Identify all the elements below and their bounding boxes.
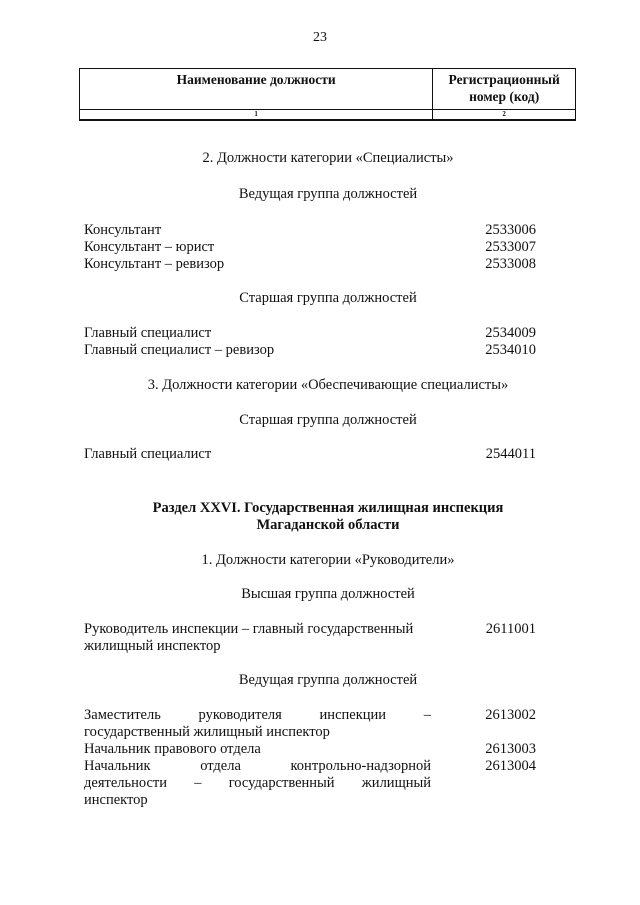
column-header-table <box>79 68 576 121</box>
position-code: 2533007 <box>485 239 536 255</box>
header-col1-number: 1 <box>80 110 433 121</box>
group-heading-leading: Ведущая группа должностей <box>238 672 418 688</box>
group-heading-senior: Старшая группа должностей <box>239 290 417 306</box>
position-name <box>84 707 431 741</box>
position-name-line: Начальник отдела контрольно-надзорной <box>84 758 431 774</box>
position-name: Главный специалист <box>84 325 212 341</box>
position-name: Главный специалист <box>84 446 212 462</box>
position-name: Главный специалист – ревизор <box>84 342 275 358</box>
position-name: Консультант – ревизор <box>84 256 225 272</box>
position-name: Консультант <box>84 222 162 238</box>
section-title: Раздел XXVI. Государственная жилищная инспекция <box>152 500 504 516</box>
category-support-specialists-title: 3. Должности категории «Обеспечивающие специалисты» <box>147 377 509 393</box>
header-registration-number <box>433 69 576 110</box>
position-name-line: деятельности – государственный жилищный <box>84 775 431 791</box>
position-name-line: Руководитель инспекции – главный государственный <box>84 621 414 637</box>
position-name-line: государственный жилищный инспектор <box>84 724 330 740</box>
position-name-line: инспектор <box>84 792 148 808</box>
page-number: 23 <box>313 30 327 45</box>
header-col2-number: 2 <box>433 110 576 121</box>
position-code: 2613002 <box>485 707 536 723</box>
position-name-line: жилищный инспектор <box>84 638 221 654</box>
position-code: 2613004 <box>485 758 536 774</box>
position-name: Начальник правового отдела <box>84 741 261 757</box>
group-heading-senior: Старшая группа должностей <box>239 412 417 428</box>
position-code: 2544011 <box>485 446 536 462</box>
position-code: 2534010 <box>485 342 536 358</box>
group-heading-leading: Ведущая группа должностей <box>238 186 418 202</box>
position-code: 2533008 <box>485 256 536 272</box>
position-name: Консультант – юрист <box>84 239 215 255</box>
position-code: 2611001 <box>485 621 536 637</box>
position-name-line: Заместитель руководителя инспекции – <box>84 707 431 723</box>
position-code: 2534009 <box>485 325 536 341</box>
group-heading-highest: Высшая группа должностей <box>241 586 415 602</box>
category-specialists-title: 2. Должности категории «Специалисты» <box>202 150 454 166</box>
position-code: 2533006 <box>485 222 536 238</box>
position-name <box>84 758 431 809</box>
header-col2-line2: номер (код) <box>469 89 540 104</box>
category-managers-title: 1. Должности категории «Руководители» <box>201 552 455 568</box>
section-title-line2: Магаданской области <box>256 517 400 533</box>
header-col2-line1: Регистрационный <box>448 72 560 87</box>
position-name <box>84 621 413 655</box>
position-code: 2613003 <box>485 741 536 757</box>
header-position-name: Наименование должности <box>80 69 433 110</box>
